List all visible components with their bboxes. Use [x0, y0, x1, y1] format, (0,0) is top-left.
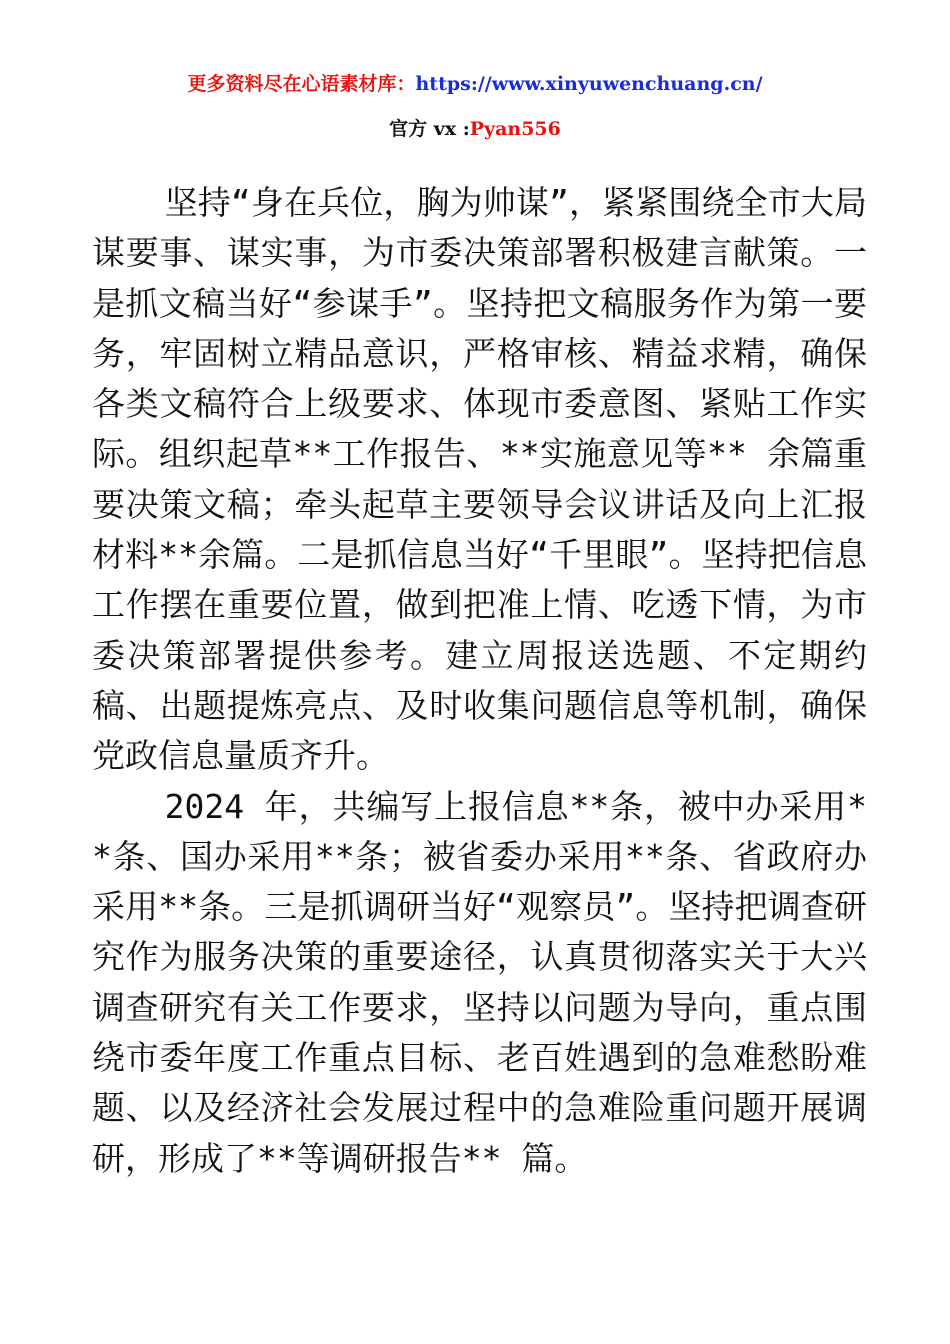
- body-paragraph-1: 坚持“身在兵位，胸为帅谋”，紧紧围绕全市大局谋要事、谋实事，为市委决策部署积极建言献策。一是抓文稿当好“参谋手”。坚持把文稿服务作为第一要务，牢固树立精品意识，严格审核、精益求精，确保各类文稿符合上级要求、体现市委意图、紧贴工作实际。组织起草**工作报告、**实施意见等** 余篇重要决策文稿；牵头起草主要领导会议讲话及向上汇报材料**余篇。二是抓信息当好“千里眼”。坚持把信息工作摆在重要位置，做到把准上情、吃透下情，为市委决策部署提供参考。建立周报送选题、不定期约稿、出题提炼亮点、及时收集问题信息等机制，确保党政信息量质齐升。: [92, 183, 867, 776]
- promo-text: 更多资料尽在心语素材库：: [187, 73, 416, 95]
- promo-header: [0, 70, 950, 98]
- promo-link[interactable]: https://www.xinyuwenchuang.cn/: [415, 73, 763, 95]
- contact-label: 官方 vx :: [389, 118, 470, 140]
- body-paragraph-2: 2024 年，共编写上报信息**条，被中办采用**条、国办采用**条；被省委办采用**条、省政府办采用**条。三是抓调研当好“观察员”。坚持把调查研究作为服务决策的重要途径，认真贯彻落实关于大兴调查研究有关工作要求，坚持以问题为导向，重点围绕市委年度工作重点目标、老百姓遇到的急难愁盼难题、以及经济社会发展过程中的急难险重问题开展调研，形成了**等调研报告** 篇。: [92, 786, 867, 1178]
- contact-header: [0, 115, 950, 143]
- document-body: [92, 178, 867, 1184]
- contact-id: Pyan556: [469, 118, 561, 140]
